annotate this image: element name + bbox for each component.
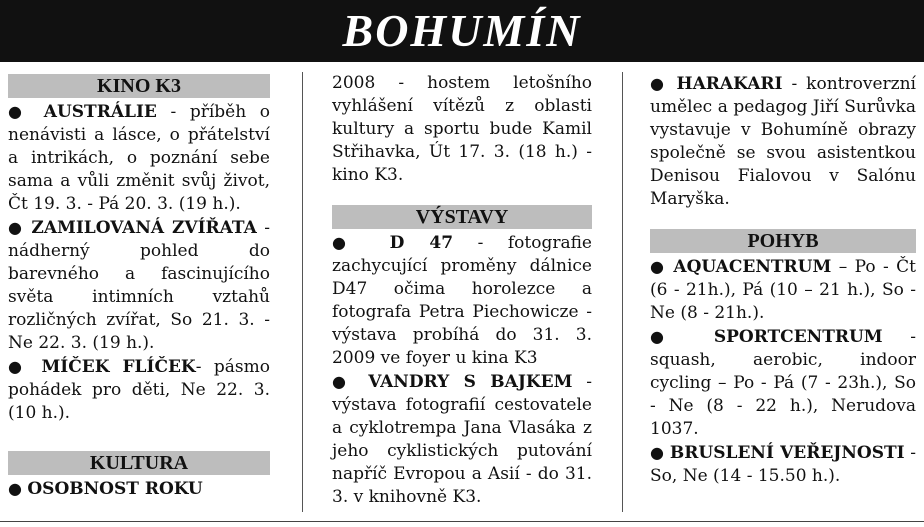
section-heading-pohyb: POHYB: [650, 229, 916, 253]
bullet-icon: ●: [8, 357, 30, 376]
bullet-icon: ●: [332, 233, 366, 252]
listing-title: ZAMILOVANÁ ZVÍŘATA: [31, 218, 257, 238]
column-2: [332, 70, 592, 509]
listing-sportcentrum: [650, 325, 916, 441]
listing-d47: [332, 231, 592, 370]
listing-text: - So, Ne (14 - 15.50 h.).: [650, 443, 916, 486]
listing-text: - fotografie zachycující proměny dálnice D47 očima horolezce a fotografa Petra Piechowicze - výstava probíhá do 31. 3. 2009 ve foyer u kina K3: [332, 233, 592, 368]
section-heading-vystavy: VÝSTAVY: [332, 205, 592, 229]
listing-harakari: [650, 72, 916, 211]
listing-title: SPORTCENTRUM: [713, 327, 883, 347]
bullet-icon: ●: [8, 479, 22, 498]
listing-text: - kontroverzní umělec a pedagog Jiří Surůvka vystavuje v Bohumíně obrazy společně se svou asistentkou Denisou Fialovou v Salónu Maryška.: [650, 74, 916, 209]
listing-text: - pásmo pohádek pro děti, Ne 22. 3. (10 h.).: [8, 357, 270, 423]
listing-text: - příběh o nenávisti a lásce, o přátelství a intrikách, o poznání sebe sama a vůli změnit svůj život, Čt 19. 3. - Pá 20. 3. (19 h.).: [8, 102, 270, 214]
listing-title: VANDRY S BAJKEM: [368, 372, 573, 392]
listing-osobnost: [8, 477, 270, 501]
section-heading-kino: KINO K3: [8, 74, 270, 98]
listing-title: AQUACENTRUM: [673, 257, 832, 277]
listing-title: BRUSLENÍ VEŘEJNOSTI: [669, 443, 905, 463]
listing-brusleni: [650, 441, 916, 488]
bullet-icon: ●: [650, 443, 665, 462]
bottom-rule: [0, 521, 924, 522]
listing-title: D 47: [389, 233, 454, 253]
bullet-icon: ●: [8, 218, 24, 237]
listing-text: - nádherný pohled do barevného a fascinujícího světa intimních vztahů rozličných zvířat, So 21. 3. - Ne 22. 3. (19 h.).: [8, 218, 271, 353]
listing-text: - výstava fotografií cestovatele a cyklotrempa Jana Vlasáka z jeho cyklistických putování napříč Evropou a Asií - do 31. 3. v knihovně K3.: [332, 372, 592, 507]
bullet-icon: ●: [650, 257, 666, 276]
listing-title: HARAKARI: [676, 74, 783, 94]
bullet-icon: ●: [332, 372, 355, 391]
listing-text: – Po - Čt (6 - 21h.), Pá (10 – 21 h.), So - Ne (8 - 21h.).: [650, 257, 917, 323]
listing-title: AUSTRÁLIE: [43, 102, 157, 122]
listing-zvirata: [8, 216, 270, 355]
column-1: [8, 70, 270, 501]
listing-vandry: [332, 370, 592, 509]
bullet-icon: ●: [8, 102, 31, 121]
listing-title: MÍČEK FLÍČEK: [41, 357, 196, 377]
bullet-icon: ●: [650, 327, 687, 346]
listing-osobnost-continued: 2008 - hostem letošního vyhlášení vítězů z oblasti kultury a sportu bude Kamil Střihavka, Út 17. 3. (18 h.) - kino K3.: [332, 73, 592, 185]
listing-text: - squash, aerobic, indoor cycling – Po - Pá (7 - 23h.), So - Ne (8 - 22 h.), Nerudova 1037.: [650, 327, 916, 439]
listing-australie: [8, 100, 270, 216]
section-heading-kultura: KULTURA: [8, 451, 270, 475]
listing-micek: [8, 355, 270, 425]
column-3: [650, 70, 916, 488]
column-divider-2: [622, 72, 623, 512]
column-divider-1: [302, 72, 303, 512]
listing-title: OSOBNOST ROKU: [27, 479, 203, 499]
listing-aquacentrum: [650, 255, 916, 325]
title-banner: [0, 0, 924, 62]
page-title: BOHUMÍN: [342, 5, 582, 56]
bullet-icon: ●: [650, 74, 668, 93]
